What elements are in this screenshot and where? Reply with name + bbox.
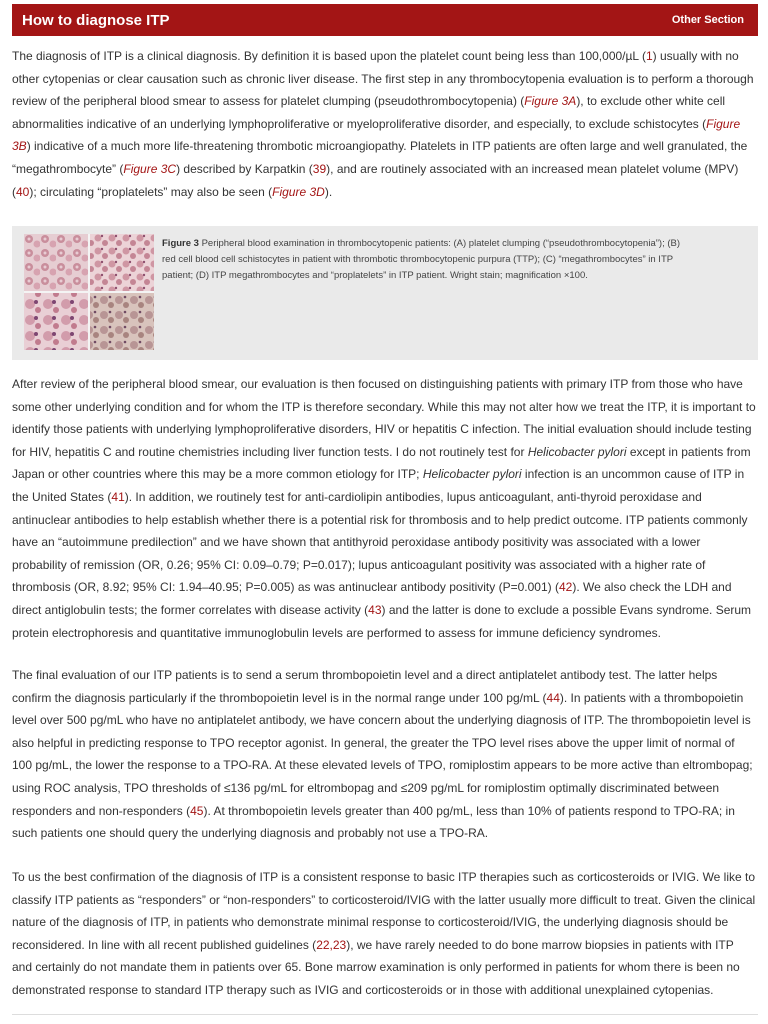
body-text: ); circulating “proplatelets” may also be seen ( (29, 184, 273, 199)
body-text: ) usually with no other cytopenias or clear causation such as chronic liver disease. The first step in any thrombocytopenia evaluation is to perform a thorough review of the peripheral blood smear to assess for platelet clumping (pseudothrombocytopenia) ( (12, 49, 754, 109)
body-text: ) indicative of a much more life-threatening thrombotic microangiopathy. Platelets in ITP patients are often large and well granulated, the “megathrombocyte” ( (12, 139, 748, 176)
citation-link[interactable]: Figure 3A (524, 94, 577, 109)
figure-3 (12, 226, 758, 360)
citation-link[interactable]: 42 (558, 580, 573, 595)
figure-3-thumbnail[interactable] (24, 234, 154, 350)
paragraph-1 (12, 45, 756, 225)
body-text: ). In patients with a thrombopoietin level over 500 pg/mL who have no antiplatelet antibody, we have concern about the underlying diagnosis of ITP. The thrombopoietin level is also helpful in predicting response to TPO receptor agonist. In general, the greater the TPO level rises above the upper limit of normal of 100 pg/mL, the lower the response to a TPO-RA. At these elevated levels of TPO, romiplostim appears to be more active than eltrombopag; using ROC analysis, TPO thresholds of ≤136 pg/mL for eltrombopag and ≤209 pg/mL for romiplostim optimally discriminated between responders and non-responders ( (12, 690, 753, 818)
italic-text: Helicobacter pylori (527, 444, 627, 459)
body-text: The diagnosis of ITP is a clinical diagnosis. By definition it is based upon the platelet count being less than 100,000/µL ( (12, 49, 646, 63)
figure-caption-text: Peripheral blood examination in thrombocytopenic patients: (A) platelet clumping (“pseudothrombocytopenia”); (B) red cell blood cell schistocytes in patient with thrombotic thrombocytopenic purpura (TTP); (C) “megathrombocytes” in ITP patient; (D) ITP megathrombocytes and “proplatelets” in ITP patient. Wright stain; magnification ×100. (162, 238, 681, 281)
citation-link[interactable]: 39 (312, 161, 327, 176)
section-header (12, 4, 758, 36)
body-text: The final evaluation of our ITP patients is to send a serum thrombopoietin level and a direct antiplatelet antibody test. The latter helps confirm the diagnosis particularly if the thrombopoietin level is in the normal range under 100 pg/mL ( (12, 668, 718, 705)
divider (12, 1014, 758, 1015)
body-text: infection is an uncommon cause of ITP in the United States ( (12, 467, 745, 504)
body-text: To us the best confirmation of the diagnosis of ITP is a consistent response to basic ITP therapies such as corticosteroids or IVIG. We like to classify ITP patients as “responders” or “non-responders” to corticosteroid/IVIG with the latter usually more difficult to treat. Given the clinical nature of the diagnosis of ITP, in patients who demonstrate minimal response to corticosteroid/IVIG, the underlying diagnosis should be reconsidered. In line with all recent published guidelines ( (12, 870, 756, 952)
body-text: ), and are routinely associated with an increased mean platelet volume (MPV) ( (12, 161, 739, 199)
paragraph-4 (12, 866, 756, 1006)
paragraph-3 (12, 664, 756, 864)
citation-link[interactable]: Figure 3D (272, 184, 325, 199)
body-text: ), to exclude other white cell abnormalities indicative of an underlying lymphoproliferative or myeloproliferative disorder, and especially, to exclude schistocytes ( (12, 94, 726, 131)
body-text: ), we have rarely needed to do bone marrow biopsies in patients with ITP and certainly do not mandate them in patients over 65. Bone marrow examination is only performed in patients for whom there is been no demonstrated response to standard ITP therapy such as IVIG and corticosteroids or in those with additional unexplained cytopenias. (12, 937, 740, 997)
body-text: ). (324, 184, 333, 199)
citation-link[interactable]: 40 (16, 184, 30, 199)
other-section-link[interactable]: Other Section (671, 14, 744, 26)
blood-smear-image (24, 234, 154, 350)
citation-link[interactable]: Figure 3B (12, 116, 741, 154)
citation-link[interactable]: Figure 3C (123, 161, 177, 176)
body-text: ) described by Karpatkin ( (176, 161, 313, 176)
citation-link[interactable]: 22,23 (316, 937, 347, 952)
section-title: How to diagnose ITP (22, 11, 170, 29)
citation-link[interactable]: 41 (111, 489, 125, 504)
citation-link[interactable]: 45 (190, 803, 204, 818)
italic-text: Helicobacter pylori (422, 467, 522, 482)
paragraph-2 (12, 373, 756, 665)
body-text: except in patients from Japan or other countries where this may be a more common etiology for ITP; (12, 444, 751, 482)
citation-link[interactable]: 1 (645, 49, 653, 63)
figure-label: Figure 3 (162, 238, 199, 249)
body-text: After review of the peripheral blood smear, our evaluation is then focused on distinguishing patients with primary ITP from those who have some other underlying condition and for whom the ITP is therefore secondary. While this may not alter how we treat the ITP, it is important to identify those patients with underlying lymphoproliferative disorders, HIV or hepatitis C infection. The initial evaluation should include testing for HIV, hepatitis C and routine chemistries including liver function tests. I do not routinely test for (12, 377, 756, 459)
body-text: ). At thrombopoietin levels greater than 400 pg/mL, less than 10% of patients respond to TPO-RA; in such patients one should query the underlying diagnosis and probably not use a TPO-RA. (12, 803, 735, 841)
citation-link[interactable]: 44 (546, 690, 560, 705)
figure-caption (162, 236, 682, 283)
citation-link[interactable]: 43 (368, 602, 382, 617)
body-text: ). In addition, we routinely test for anti-cardiolipin antibodies, lupus anticoagulant, anti-thyroid peroxidase and antinuclear antibodies to help establish whether there is a potential risk for thrombosis and to help predict outcome. ITP patients commonly have an “autoimmune predilection” and we have shown that antithyroid peroxidase antibody positivity was associated with a lower probability of remission (OR, 0.26; 95% CI: 0.09–0.79; P=0.017); lupus anticoagulant positivity was associated with a higher rate of thrombosis (OR, 8.92; 95% CI: 1.94–40.95; P=0.005) as was antinuclear antibody positivity (P=0.001) ( (12, 489, 748, 595)
body-text: ). We also check the LDH and direct antiglobulin tests; the former correlates with disease activity ( (12, 580, 732, 617)
body-text: ) and the latter is done to exclude a possible Evans syndrome. Serum protein electrophoresis and quantitative immunoglobulin levels are performed to assess for immune deficiency syndromes. (12, 602, 752, 640)
